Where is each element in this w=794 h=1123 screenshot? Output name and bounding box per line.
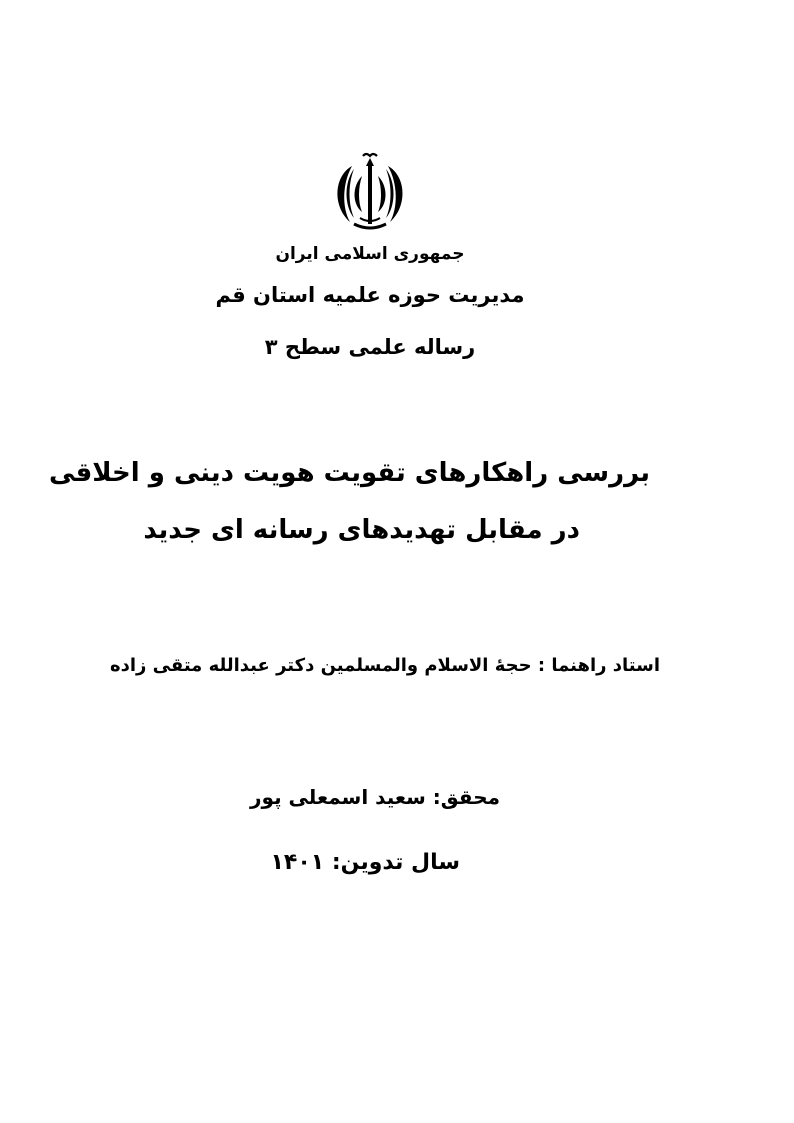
compilation-year-line: سال تدوین: ۱۴۰۱ (270, 850, 460, 875)
thesis-title-line-2: در مقابل تهدیدهای رسانه ای جدید (143, 515, 580, 545)
supervisor-line: استاد راهنما : حجۀ الاسلام والمسلمین دکتر عبدالله متقی زاده (110, 655, 660, 676)
republic-heading: جمهوری اسلامی ایران (275, 244, 465, 264)
seminary-management-heading: مدیریت حوزه علمیه استان قم (215, 283, 525, 307)
researcher-line: محقق: سعید اسمعلی پور (250, 785, 500, 809)
thesis-level-heading: رساله علمی سطح ۳ (264, 335, 476, 359)
thesis-title-line-1: بررسی راهکارهای تقویت هویت دینی و اخلاقی (48, 458, 650, 488)
iran-emblem-icon (330, 152, 410, 234)
